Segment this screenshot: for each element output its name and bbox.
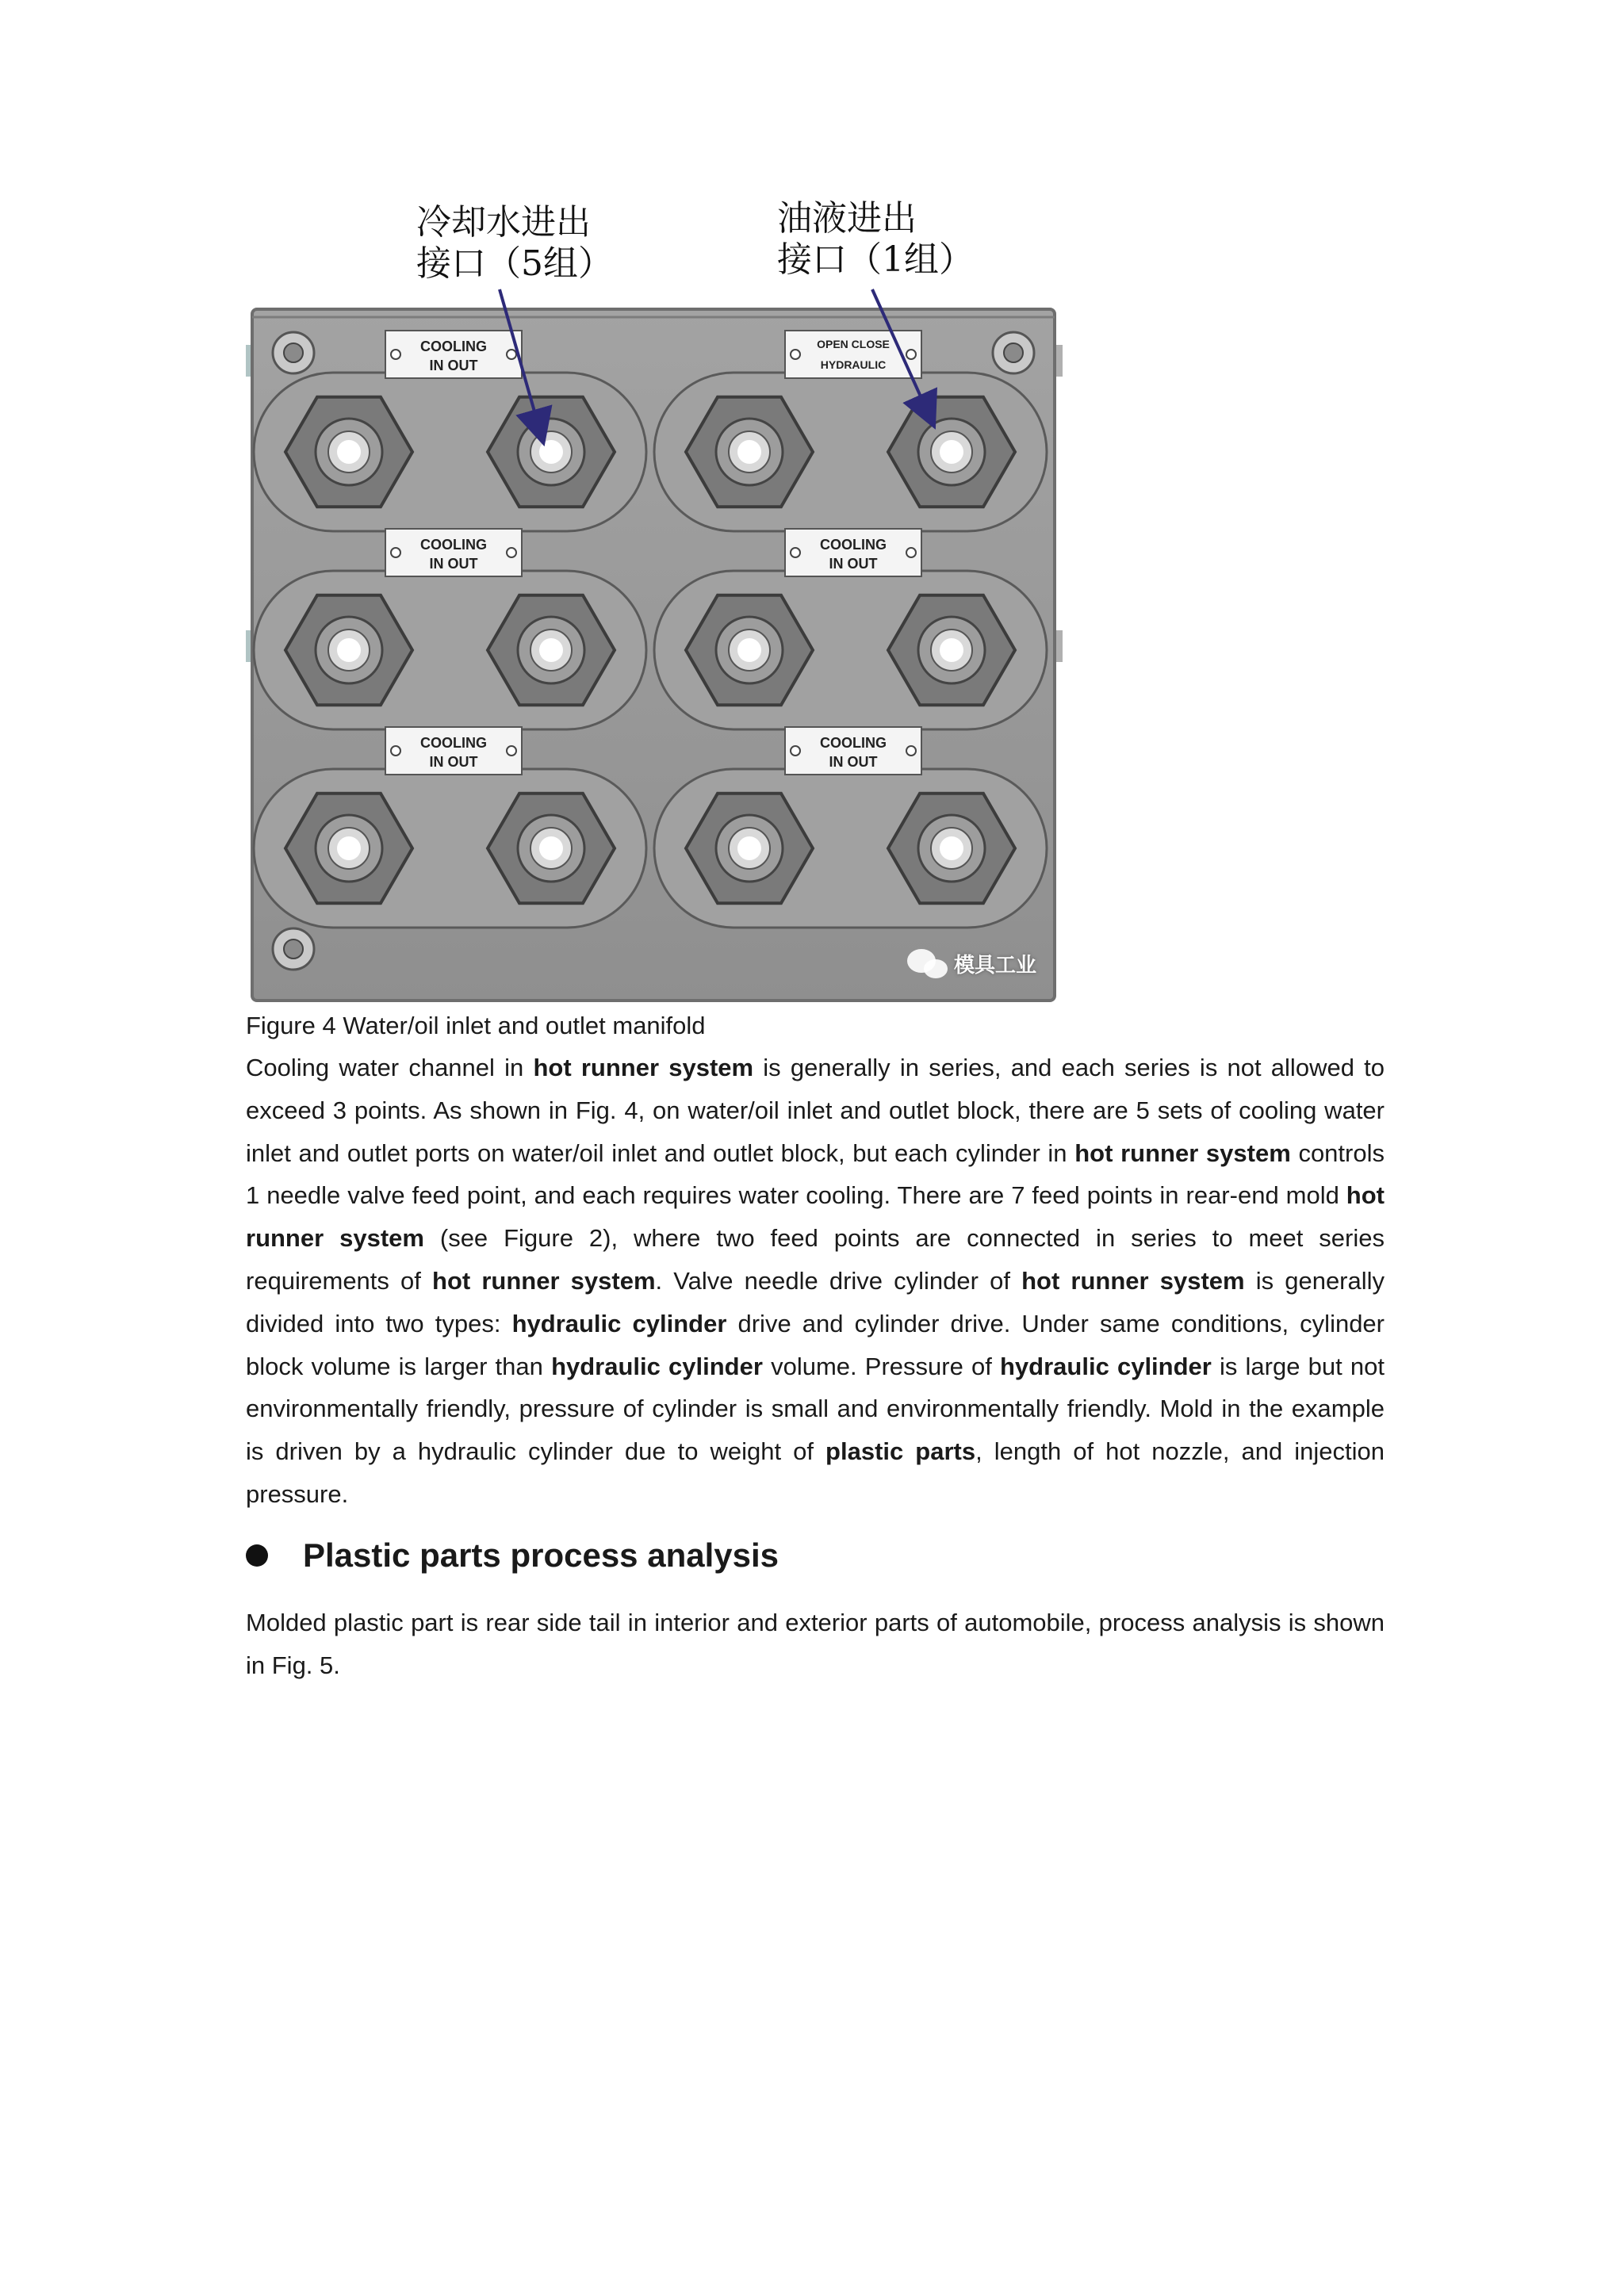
plate-label-line1: COOLING: [420, 735, 487, 751]
plate-label-line2: HYDRAULIC: [820, 358, 887, 371]
text-run: drive and cylinder drive. Under same conditions, cylinder block volume is larger than: [246, 1309, 1385, 1380]
plate-label-line2: IN OUT: [829, 556, 878, 572]
text-run: is large but not environmentally friendly, pressure of cylinder is small and environmentally friendly. Mold in the example is driven by a hydraulic cylinder due to weight of: [246, 1352, 1385, 1466]
text-run: , length of hot nozzle, and injection pressure.: [246, 1437, 1385, 1508]
bold-term: hydraulic cylinder: [511, 1309, 727, 1337]
corner-screw: [273, 928, 314, 970]
plate-label-line2: IN OUT: [829, 754, 878, 770]
text-run: Cooling water channel in: [246, 1054, 534, 1081]
body-paragraph-1: [246, 1047, 1385, 1516]
plate-label-line1: COOLING: [420, 339, 487, 354]
bold-term: hot runner system: [1021, 1266, 1245, 1295]
callout-water-label: [416, 202, 613, 285]
callout-water-line1: 冷却水进出: [416, 202, 591, 243]
manifold-figure: [246, 186, 1063, 1003]
bold-term: hot runner system: [1074, 1138, 1291, 1167]
plate-label-line1: COOLING: [820, 735, 887, 751]
watermark-text: 模具工业: [954, 953, 1037, 977]
text-run: . Valve needle drive cylinder of: [655, 1266, 1022, 1295]
callout-oil-line2: 接口（1组）: [777, 239, 974, 280]
section-heading-text: Plastic parts process analysis: [303, 1536, 779, 1574]
text-run: volume. Pressure of: [762, 1352, 1000, 1380]
bold-term: hot runner system: [533, 1054, 754, 1081]
section-heading: [246, 1532, 1385, 1579]
manifold-diagram: [246, 186, 1063, 1003]
text-run: is generally in series, and each series is not allowed to exceed 3 points. As shown in Fig. 4, on water/oil inlet and outlet block, there are 5 sets of cooling water inlet and outlet ports on water/oil inlet and outlet block, but each cylinder in: [246, 1054, 1385, 1167]
bold-term: hot runner system: [432, 1266, 656, 1295]
cooling-plate: [385, 529, 522, 576]
callout-oil-line1: 油液进出: [777, 198, 917, 239]
callout-oil-label: [777, 198, 974, 281]
text-run: controls 1 needle valve feed point, and each requires water cooling. There are 7 feed points in rear-end mold: [246, 1138, 1385, 1210]
corner-screw: [273, 332, 314, 373]
plate-label-line2: IN OUT: [429, 754, 478, 770]
plate-label-line1: OPEN CLOSE: [817, 338, 890, 350]
corner-screw: [993, 332, 1034, 373]
text-run: is generally divided into two types:: [246, 1266, 1385, 1337]
cooling-plate: [385, 727, 522, 775]
figure-caption: Figure 4 Water/oil inlet and outlet manifold: [246, 1012, 706, 1039]
bullet-icon: [246, 1544, 268, 1567]
cooling-plate: [785, 529, 921, 576]
bold-term: hydraulic cylinder: [551, 1352, 763, 1380]
plate-label-line2: IN OUT: [429, 556, 478, 572]
bold-term: plastic parts: [825, 1437, 976, 1466]
cooling-plate: [385, 331, 522, 378]
plate-label-line2: IN OUT: [429, 358, 478, 373]
text-run: (see Figure 2), where two feed points are connected in series to meet series requirements of: [246, 1224, 1385, 1295]
plate-label-line1: COOLING: [820, 537, 887, 553]
plate-label-line1: COOLING: [420, 537, 487, 553]
bold-term: hot runner system: [246, 1181, 1385, 1253]
body-paragraph-2: Molded plastic part is rear side tail in interior and exterior parts of automobile, process analysis is shown in Fig. 5.: [246, 1609, 1385, 1679]
callout-water-line2: 接口（5组）: [416, 243, 613, 284]
bold-term: hydraulic cylinder: [999, 1352, 1212, 1380]
cooling-plate: [785, 727, 921, 775]
